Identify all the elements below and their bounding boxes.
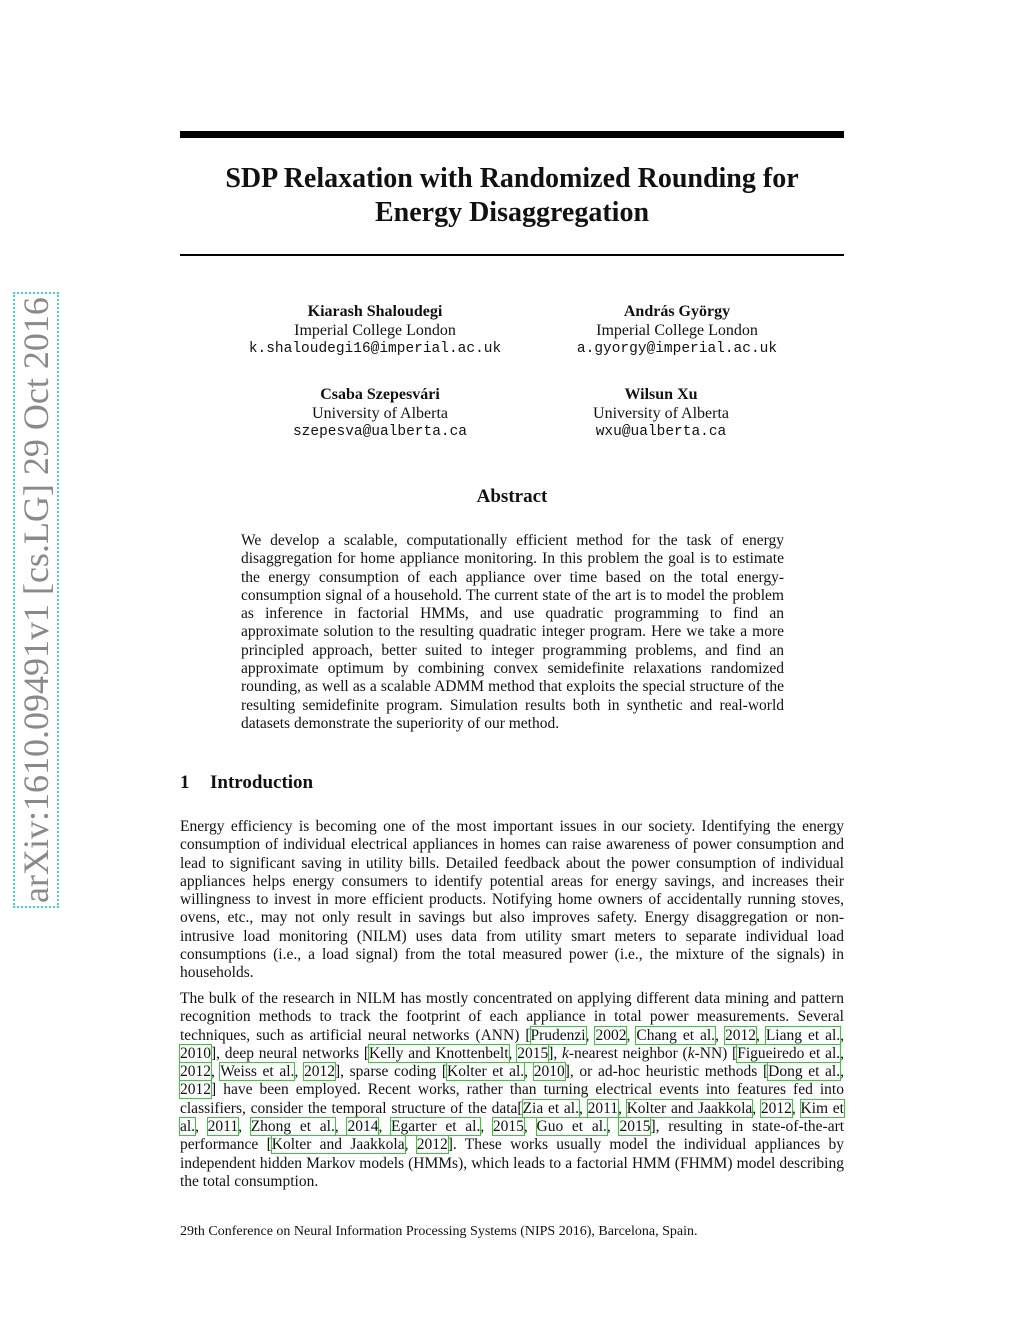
citation-link[interactable]: 2014 bbox=[347, 1118, 379, 1136]
citation-link[interactable]: 2012 bbox=[180, 1063, 211, 1081]
citation-link[interactable]: 2011 bbox=[587, 1099, 618, 1117]
citation-link[interactable]: Kolter et al. bbox=[447, 1063, 525, 1081]
author-email[interactable]: k.shaloudegi16@imperial.ac.uk bbox=[248, 341, 502, 357]
citation-link[interactable]: 2002 bbox=[595, 1026, 627, 1044]
citation-link[interactable]: Chang et al. bbox=[636, 1026, 716, 1044]
citation-link[interactable]: Kolter and Jaakkola bbox=[271, 1136, 405, 1154]
citation-link[interactable]: 2012 bbox=[303, 1063, 335, 1081]
title-bottom-rule bbox=[180, 254, 844, 256]
citation-link[interactable]: 2010 bbox=[180, 1044, 211, 1062]
citation-link[interactable]: Dong et al. bbox=[768, 1063, 841, 1081]
paper-title: SDP Relaxation with Randomized Rounding for Energy Disaggregation bbox=[225, 163, 799, 228]
citation-link[interactable]: 2010 bbox=[533, 1063, 565, 1081]
abstract-text: We develop a scalable, computationally efficient method for the task of energy disaggregation for home appliance monitoring. In this problem the goal is to estimate the energy consumption of each appliance over time based on the total energy-consumption signal of a household. The current state of the art is to model the problem as inference in factorial HMMs, and use quadratic programming to find an approximate solution to the resulting quadratic integer program. Here we take a more principled approach, better suited to integer programming problems, and find an approximate optimum by combining convex semidefinite relaxations randomized rounding, as well as a scalable ADMM method that exploits the special structure of the resulting semidefinite program. Simulation results both in synthetic and real-world datasets demonstrate the superiority of our method. bbox=[241, 532, 784, 732]
citation-link[interactable]: 2015 bbox=[619, 1118, 651, 1136]
author-block bbox=[210, 302, 540, 359]
citation-link[interactable]: Prudenzi bbox=[530, 1026, 586, 1044]
author-email[interactable]: a.gyorgy@imperial.ac.uk bbox=[576, 341, 778, 357]
arxiv-identifier-stamp[interactable]: arXiv:1610.09491v1 [cs.LG] 29 Oct 2016 bbox=[16, 297, 56, 903]
author-name: Kiarash Shaloudegi bbox=[307, 303, 443, 320]
author-block bbox=[496, 385, 826, 442]
author-email[interactable]: wxu@ualberta.ca bbox=[595, 424, 727, 440]
conference-footnote: 29th Conference on Neural Information Processing Systems (NIPS 2016), Barcelona, Spain. bbox=[180, 1224, 698, 1239]
intro-paragraph-1: Energy efficiency is becoming one of the most important issues in our society. Identifying the energy consumption of individual electrical appliances in homes can raise awareness of power consumption and lead to significant saving in utility bills. Detailed feedback about the power consumption of individual appliances helps energy consumers to identify potential areas for energy savings, and increases their willingness to invest in more efficient products. Notifying home owners of accidentally running stoves, ovens, etc., may not only result in savings but also improves safety. Energy disaggregation or non-intrusive load monitoring (NILM) uses data from utility smart meters to separate individual load consumptions (i.e., a load signal) from the total measured power (i.e., the mixture of the signals) in households. bbox=[180, 818, 844, 982]
author-name: Csaba Szepesvári bbox=[320, 386, 440, 403]
citation-link[interactable]: Zhong et al. bbox=[250, 1118, 335, 1136]
title-top-rule bbox=[180, 131, 844, 138]
citation-link[interactable]: 2011 bbox=[207, 1118, 239, 1136]
section-title: Introduction bbox=[210, 772, 314, 793]
citation-link[interactable]: 2012 bbox=[760, 1099, 792, 1117]
author-affiliation: University of Alberta bbox=[593, 405, 729, 422]
citation-link[interactable]: Zia et al. bbox=[522, 1099, 579, 1117]
author-affiliation: Imperial College London bbox=[596, 322, 758, 339]
citation-link[interactable]: Figueiredo et al. bbox=[737, 1044, 841, 1062]
citation-link[interactable]: 2012 bbox=[416, 1136, 448, 1154]
citation-link[interactable]: Kim et al. bbox=[180, 1099, 844, 1136]
section-heading bbox=[180, 772, 313, 794]
citation-link[interactable]: Guo et al. bbox=[536, 1118, 607, 1136]
author-affiliation: University of Alberta bbox=[312, 405, 448, 422]
citation-link[interactable]: 2012 bbox=[724, 1026, 756, 1044]
abstract-heading: Abstract bbox=[476, 486, 548, 507]
citation-link[interactable]: Kelly and Knottenbelt bbox=[369, 1044, 509, 1062]
author-block bbox=[512, 302, 842, 359]
author-name: Wilsun Xu bbox=[624, 386, 698, 403]
citation-link[interactable]: 2015 bbox=[517, 1044, 549, 1062]
citation-link[interactable]: 2015 bbox=[492, 1118, 524, 1136]
citation-link[interactable]: Liang et al. bbox=[765, 1026, 841, 1044]
section-number: 1 bbox=[180, 772, 190, 793]
author-name: András György bbox=[623, 303, 731, 320]
author-affiliation: Imperial College London bbox=[294, 322, 456, 339]
author-email[interactable]: szepesva@ualberta.ca bbox=[292, 424, 468, 440]
citation-link[interactable]: Weiss et al. bbox=[220, 1063, 295, 1081]
citation-link[interactable]: Egarter et al. bbox=[391, 1118, 481, 1136]
citation-link[interactable]: 2012 bbox=[180, 1081, 211, 1099]
intro-paragraph-2: The bulk of the research in NILM has mostly concentrated on applying different data mining and pattern recognition methods to track the footprint of each appliance in total power measurements. Several techniques, such as artificial neural networks (ANN) [Prudenzi, 2002, Chang et al., 2012, Liang et al., 2010], deep neural networks [Kelly and Knottenbelt, 2015], k-nearest neighbor (k-NN) [Figueiredo et al., 2012, Weiss et al., 2012], sparse coding [Kolter et al., 2010], or ad-hoc heuristic methods [Dong et al., 2012] have been employed. Recent works, rather than turning electrical events into features fed into classifiers, consider the temporal structure of the data[Zia et al., 2011, Kolter and Jaakkola, 2012, Kim et al., 2011, Zhong et al., 2014, Egarter et al., 2015, Guo et al., 2015], resulting in state-of-the-art performance [Kolter and Jaakkola, 2012]. These works usually model the individual appliances by independent hidden Markov models (HMMs), which leads to a factorial HMM (FHMM) model describing the total consumption. bbox=[180, 990, 845, 1190]
citation-link[interactable]: Kolter and Jaakkola bbox=[626, 1099, 753, 1117]
